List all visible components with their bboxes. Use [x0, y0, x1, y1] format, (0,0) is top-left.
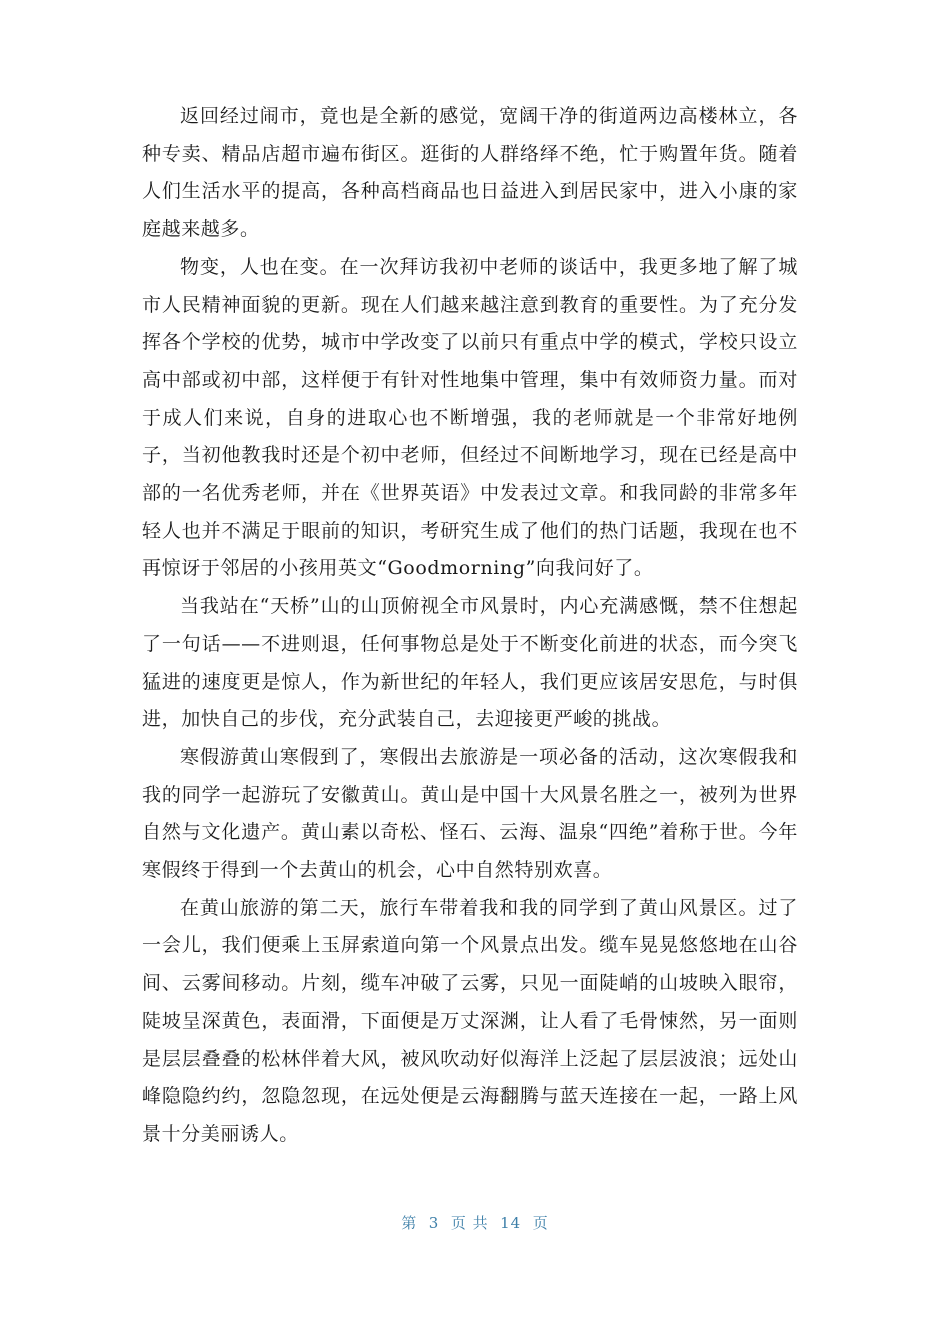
paragraph-3: 当我站在“天桥”山的山顶俯视全市风景时，内心充满感慨，禁不住想起了一句话——不进则退，任何事物总是处于不断变化前进的状态，而今突飞猛进的速度更是惊人，作为新世纪的年轻人，我们更应该居安思危，与时俱进，加快自己的步伐，充分武装自己，去迎接更严峻的挑战。 [142, 595, 798, 731]
paragraph-1: 返回经过闹市，竟也是全新的感觉，宽阔干净的街道两边高楼林立，各种专卖、精品店超市遍布街区。逛街的人群络绎不绝，忙于购置年货。随着人们生活水平的提高，各种高档商品也日益进入到居民家中，进入小康的家庭越来越多。 [142, 105, 798, 241]
paragraph-5: 在黄山旅游的第二天，旅行车带着我和我的同学到了黄山风景区。过了一会儿，我们便乘上玉屏索道向第一个风景点出发。缆车晃晃悠悠地在山谷间、云雾间移动。片刻，缆车冲破了云雾，只见一面陡峭的山坡映入眼帘，陡坡呈深黄色，表面滑，下面便是万丈深渊，让人看了毛骨悚然，另一面则是层层叠叠的松林伴着大风，被风吹动好似海洋上泛起了层层波浪；远处山峰隐隐约约，忽隐忽现，在远处便是云海翻腾与蓝天连接在一起，一路上风景十分美丽诱人。 [142, 896, 798, 1145]
paragraph-4: 寒假游黄山寒假到了，寒假出去旅游是一项必备的活动，这次寒假我和我的同学一起游玩了安徽黄山。黄山是中国十大风景名胜之一，被列为世界自然与文化遗产。黄山素以奇松、怪石、云海、温泉“四绝”着称于世。今年寒假终于得到一个去黄山的机会，心中自然特别欢喜。 [142, 745, 798, 882]
paragraph-2: 物变，人也在变。在一次拜访我初中老师的谈话中，我更多地了解了城市人民精神面貌的更新。现在人们越来越注意到教育的重要性。为了充分发挥各个学校的优势，城市中学改变了以前只有重点中学的模式，学校只设立高中部或初中部，这样便于有针对性地集中管理，集中有效师资力量。而对于成人们来说，自身的进取心也不断增强，我的老师就是一个非常好地例子，当初他教我时还是个初中老师，但经过不间断地学习，现在已经是高中部的一名优秀老师，并在《世界英语》中发表过文章。和我同龄的非常多年轻人也并不满足于眼前的知识，考研究生成了他们的热门话题，我现在也不再惊讶于邻居的小孩用英文“Goodmorning”向我问好了。 [142, 255, 798, 580]
page-number-footer: 第 3 页 共 14 页 [401, 1214, 549, 1232]
document-body [142, 98, 798, 1154]
